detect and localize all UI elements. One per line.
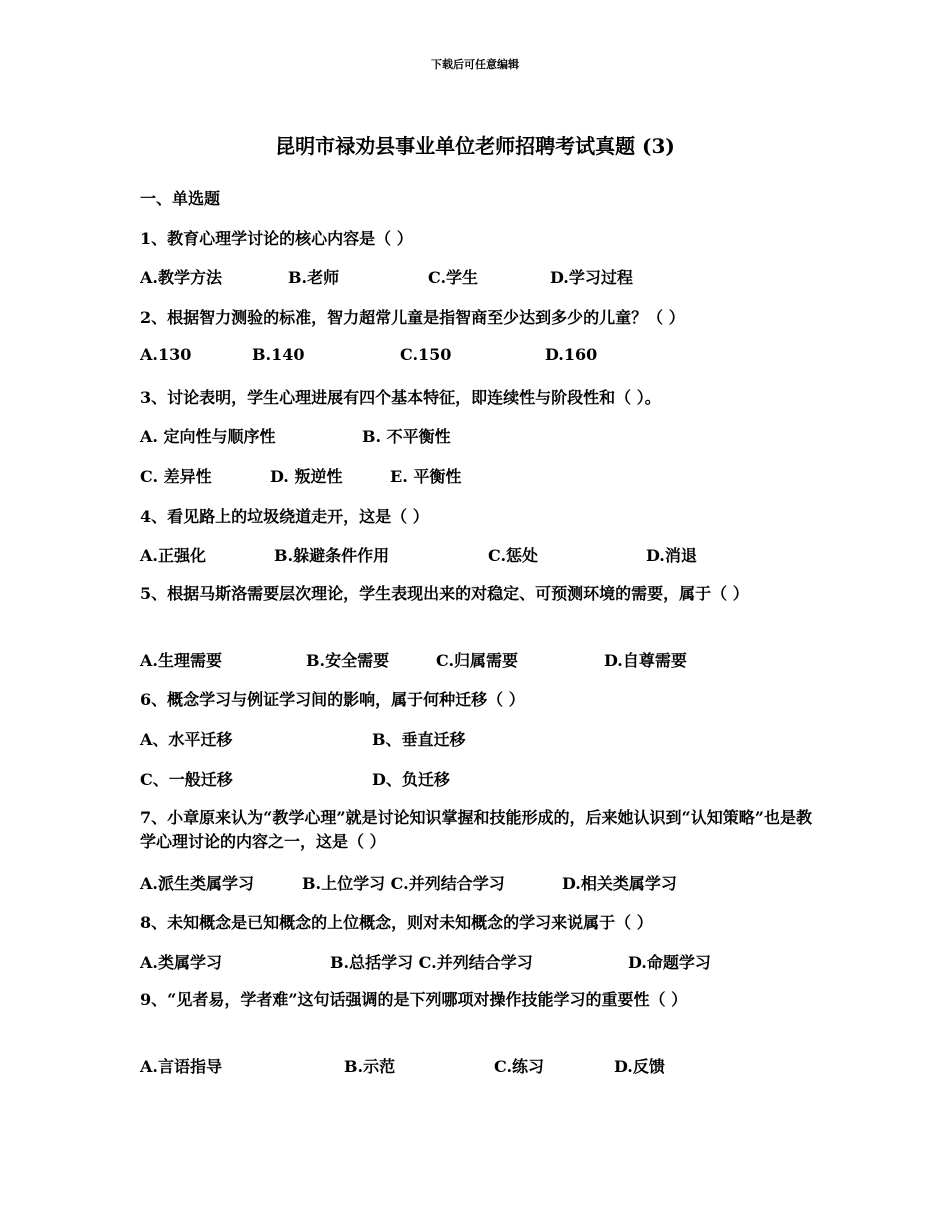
options-q9 [140,1054,950,1076]
options-q4 [140,543,950,565]
option-d: D.160 [545,345,598,364]
option-b: B.示范 [344,1057,396,1076]
option-b: B.老师 [288,268,340,287]
option-b: B. 不平衡性 [362,427,451,446]
options-q3-row1 [140,424,950,446]
option-a: A. 定向性与顺序性 [140,427,276,446]
question-2: 2、根据智力测验的标准，智力超常儿童是指智商至少达到多少的儿童？（ ） [140,308,685,327]
option-e: E. 平衡性 [390,467,462,486]
option-c: C、一般迁移 [140,770,233,789]
option-c: C.学生 [428,268,479,287]
option-a: A.类属学习 [140,953,222,972]
question-3: 3、讨论表明，学生心理进展有四个基本特征，即连续性与阶段性和（ ）。 [140,388,661,407]
option-d: D.相关类属学习 [562,874,677,893]
option-a: A.派生类属学习 [140,874,254,893]
options-q2 [140,345,950,367]
options-q8 [140,950,950,972]
option-a: A.言语指导 [140,1057,222,1076]
question-5: 5、根据马斯洛需要层次理论，学生表现出来的对稳定、可预测环境的需要，属于（ ） [140,584,749,603]
options-q6-row1 [140,727,950,749]
option-c: C.归属需要 [436,651,519,670]
options-q7 [140,871,950,893]
option-a: A、水平迁移 [140,730,233,749]
question-6: 6、概念学习与例证学习间的影响，属于何种迁移（ ） [140,690,525,709]
section-heading: 一、单选题 [140,189,221,208]
option-b: B、垂直迁移 [372,730,466,749]
option-d: D.反馈 [614,1057,665,1076]
page-header: 下载后可任意编辑 [431,58,519,71]
options-q1 [140,265,950,287]
page-title: 昆明市禄劝县事业单位老师招聘考试真题 (3) [275,134,675,158]
option-a: A.教学方法 [140,268,222,287]
question-9: 9、“见者易，学者难”这句话强调的是下列哪项对操作技能学习的重要性（ ） [140,990,688,1009]
option-c: C.150 [400,345,452,364]
option-d: D、负迁移 [372,770,450,789]
question-8: 8、未知概念是已知概念的上位概念，则对未知概念的学习来说属于（ ） [140,913,653,932]
option-b-c: B.上位学习 C.并列结合学习 [302,874,505,893]
option-a: A.130 [140,345,192,364]
option-b: B.安全需要 [306,651,390,670]
option-d: D.自尊需要 [604,651,687,670]
question-4: 4、看见路上的垃圾绕道走开，这是（ ） [140,507,429,526]
option-a: A.正强化 [140,546,206,565]
question-7: 7、小章原来认为“教学心理”就是讨论知识掌握和技能形成的，后来她认识到“认知策略”也是教学心理讨论的内容之一，这是（ ） [140,808,812,851]
option-d: D.消退 [646,546,697,565]
options-q5 [140,648,950,670]
option-c: C.惩处 [488,546,539,565]
question-1: 1、教育心理学讨论的核心内容是（ ） [140,229,413,248]
option-c: C. 差异性 [140,467,212,486]
option-c: C.练习 [494,1057,545,1076]
option-b: B.140 [252,345,305,364]
options-q3-row2 [140,464,950,486]
options-q6-row2 [140,767,950,789]
option-b-c: B.总括学习 C.并列结合学习 [330,953,533,972]
option-b: B.躲避条件作用 [274,546,390,565]
option-d: D. 叛逆性 [270,467,343,486]
option-d: D.学习过程 [550,268,633,287]
option-d: D.命题学习 [628,953,711,972]
option-a: A.生理需要 [140,651,222,670]
